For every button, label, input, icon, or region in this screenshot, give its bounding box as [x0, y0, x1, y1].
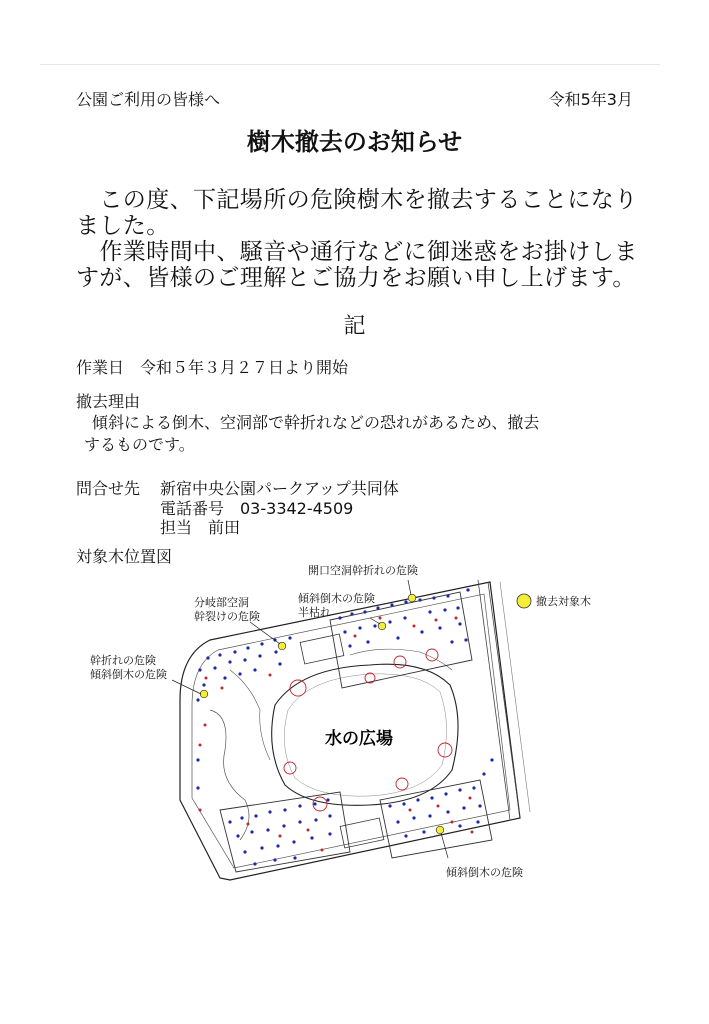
annotation-label: 開口空洞幹折れの危険 [308, 564, 418, 577]
reason-heading: 撤去理由 [76, 392, 141, 411]
removal-target-tree [408, 594, 416, 602]
legend-target-icon [517, 594, 531, 608]
contact-person: 担当 前田 [160, 518, 241, 537]
map-heading: 対象木位置図 [76, 547, 173, 566]
annotation-label: 分岐部空洞 [194, 596, 249, 609]
tree-location-map [80, 560, 640, 890]
intro-line: 作業時間中、騒音や通行などに御迷惑をお掛けしま [76, 239, 638, 265]
annotation-label: 幹裂けの危険 [194, 610, 260, 623]
removal-target-tree [436, 826, 444, 834]
intro-line: すが、皆様のご理解とご協力をお願い申し上げます。 [76, 265, 636, 291]
addressee: 公園ご利用の皆様へ [76, 90, 221, 109]
top-divider [40, 64, 660, 65]
intro-line: この度、下記場所の危険樹木を撤去することになり [76, 187, 638, 213]
intro-line: ました。 [76, 213, 170, 239]
annotation-label: 傾斜倒木の危険 [90, 668, 167, 681]
reason-line: 傾斜による倒木、空洞部で幹折れなどの恐れがあるため、撤去 [76, 413, 540, 432]
annotation-label: 幹折れの危険 [90, 654, 156, 667]
contact-label: 問合せ先 [76, 479, 141, 498]
reason-line: するものです。 [84, 435, 195, 454]
annotation-label: 傾斜倒木の危険 [446, 866, 523, 879]
contact-org: 新宿中央公園パークアップ共同体 [160, 479, 399, 498]
annotation-label: 半枯れ [298, 606, 331, 619]
work-date: 作業日 令和５年３月２７日より開始 [76, 358, 349, 377]
contact-phone: 電話番号 03-3342-4509 [160, 499, 354, 518]
legend-label: 撤去対象木 [536, 595, 591, 608]
notice-date: 令和5年3月 [548, 90, 633, 109]
page-title: 樹木撤去のお知らせ [246, 128, 463, 156]
ki-heading: 記 [343, 314, 366, 339]
annotation-label: 傾斜倒木の危険 [298, 592, 375, 605]
garden-path [230, 670, 270, 760]
removal-target-tree [200, 690, 208, 698]
map-center-label: 水の広場 [325, 729, 393, 749]
